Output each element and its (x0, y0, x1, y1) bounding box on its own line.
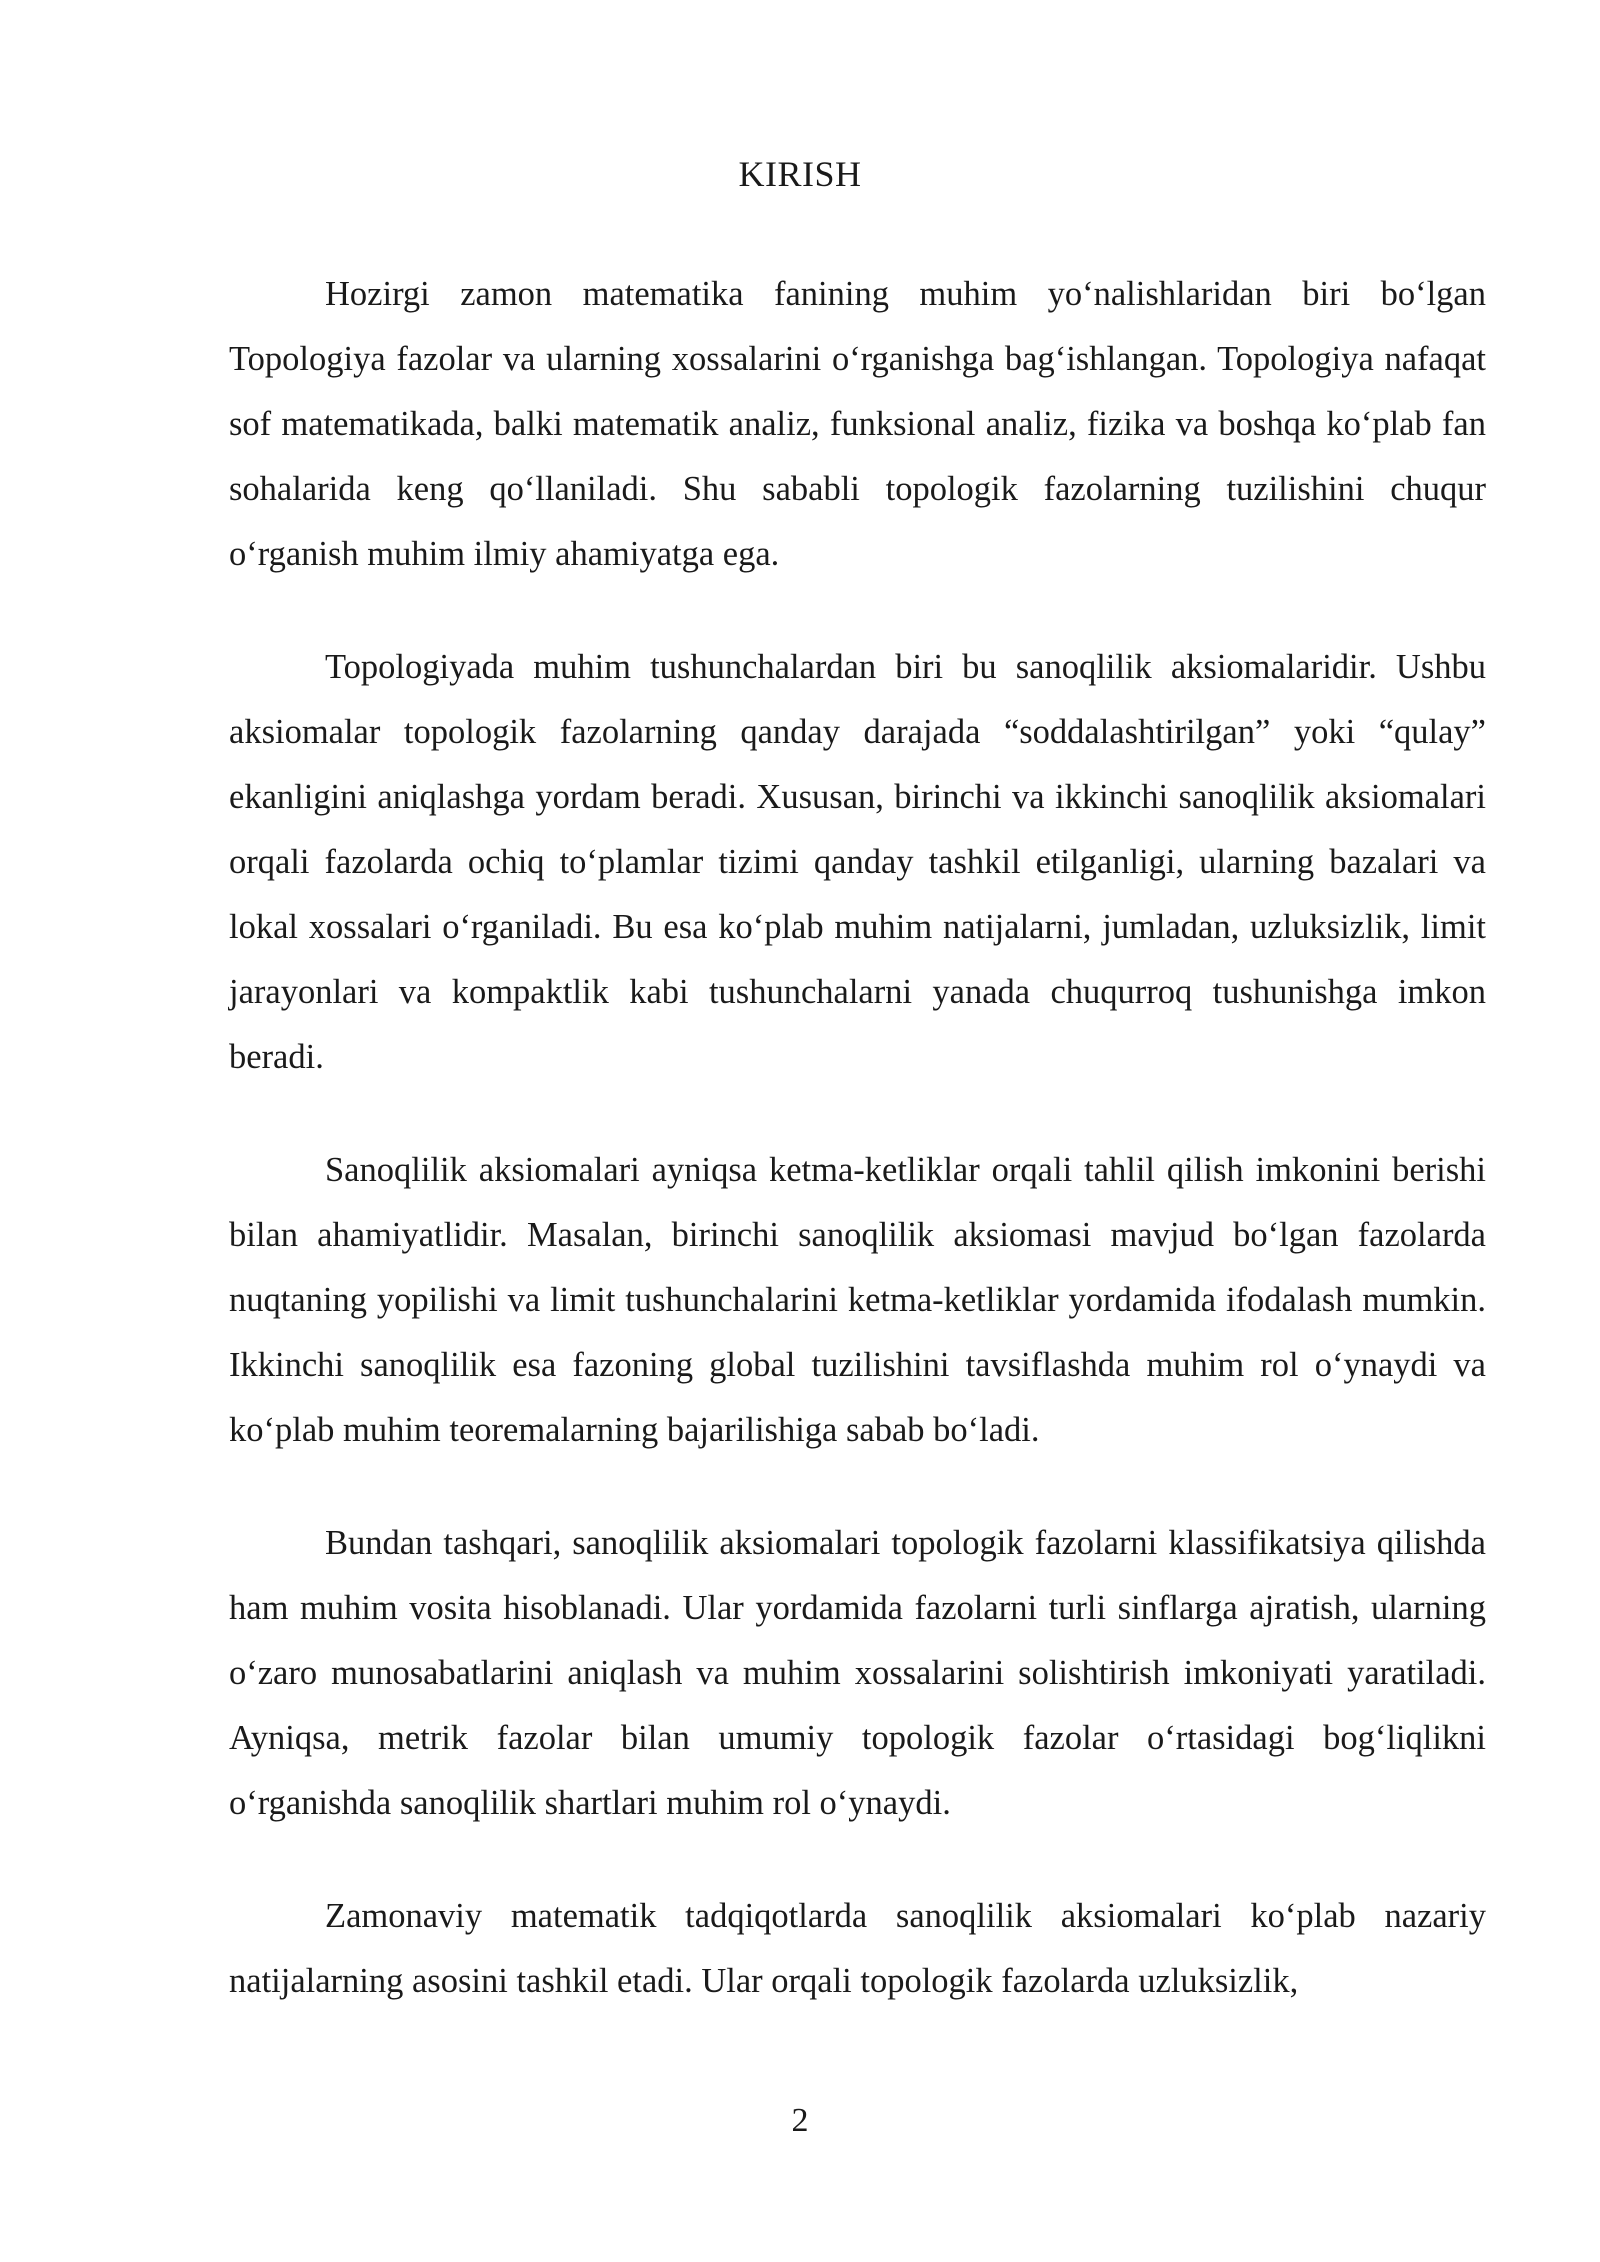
paragraph-5: Zamonaviy matematik tadqiqotlarda sanoqlilik aksiomalari ko‘plab nazariy natijalarning asosini tashkil etadi. Ular orqali topologik fazolarda uzluksizlik, (229, 1897, 1486, 2000)
page-number: 2 (791, 2102, 809, 2139)
paragraph-2: Topologiyada muhim tushunchalardan biri bu sanoqlilik aksiomalaridir. Ushbu aksiomalar topologik fazolarning qanday darajada “soddalashtirilgan” yoki “qulay” ekanligini aniqlashga yordam beradi. Xususan, birinchi va ikkinchi sanoqlilik aksiomalari orqali fazolarda ochiq to‘plamlar tizimi qanday tashkil etilganligi, ularning bazalari va lokal xossalari o‘rganiladi. Bu esa ko‘plab muhim natijalarni, jumladan, uzluksizlik, limit jarayonlari va kompaktlik kabi tushunchalarni yanada chuqurroq tushunishga imkon beradi. (229, 648, 1486, 1076)
document-body (229, 262, 1486, 2062)
paragraph-4: Bundan tashqari, sanoqlilik aksiomalari topologik fazolarni klassifikatsiya qilishda ham muhim vosita hisoblanadi. Ular yordamida fazolarni turli sinflarga ajratish, ularning o‘zaro munosabatlarini aniqlash va muhim xossalarini solishtirish imkoniyati yaratiladi. Ayniqsa, metrik fazolar bilan umumiy topologik fazolar o‘rtasidagi bog‘liqlikni o‘rganishda sanoqlilik shartlari muhim rol o‘ynaydi. (229, 1524, 1486, 1822)
paragraph-3: Sanoqlilik aksiomalari ayniqsa ketma-ketliklar orqali tahlil qilish imkonini berishi bilan ahamiyatlidir. Masalan, birinchi sanoqlilik aksiomasi mavjud bo‘lgan fazolarda nuqtaning yopilishi va limit tushunchalarini ketma-ketliklar yordamida ifodalash mumkin. Ikkinchi sanoqlilik esa fazoning global tuzilishini tavsiflashda muhim rol o‘ynaydi va ko‘plab muhim teoremalarning bajarilishiga sabab bo‘ladi. (229, 1151, 1486, 1449)
page-title: KIRISH (738, 154, 862, 194)
paragraph-1: Hozirgi zamon matematika fanining muhim yo‘nalishlaridan biri bo‘lgan Topologiya fazolar va ularning xossalarini o‘rganishga bag‘ishlangan. Topologiya nafaqat sof matematikada, balki matematik analiz, funksional analiz, fizika va boshqa ko‘plab fan sohalarida keng qo‘llaniladi. Shu sababli topologik fazolarning tuzilishini chuqur o‘rganish muhim ilmiy ahamiyatga ega. (229, 275, 1486, 573)
